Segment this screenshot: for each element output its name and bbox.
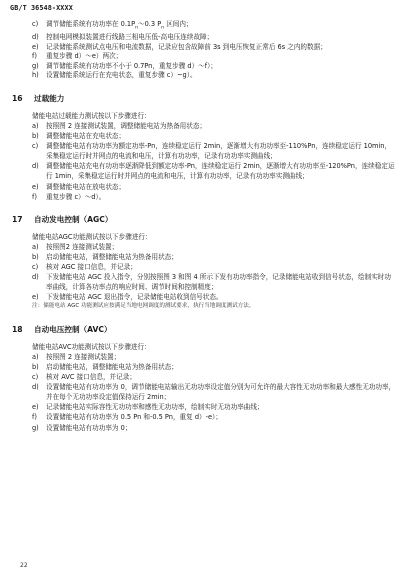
list-item-text: 调节储能系统有功功率在 $0.1P_n\sim 0.3$ $P_n$ 区间内； bbox=[46, 20, 193, 31]
list-item bbox=[0, 372, 409, 382]
list-item-text: 启动储能电站，调整储能电站为热备用状态； bbox=[46, 252, 178, 261]
list-item-text: 记录储能系统测试点电压和电流数据，记录应包含故障前 3s 到电压恢复正常后 6s 之内的数据； bbox=[46, 42, 327, 51]
list-item-text: 设置储能电站有功功率为 0.5 Pn 和-0.5 Pn，重复 d）-e）； bbox=[46, 413, 222, 422]
list-item bbox=[0, 71, 409, 81]
list-item bbox=[0, 20, 409, 33]
list-item-label: c) bbox=[32, 263, 39, 271]
list-item-text: 调整储能电站在充电状态； bbox=[46, 132, 126, 141]
list-item-text: 设置储能系统运行在充电状态，重复步骤 c）~g）。 bbox=[46, 71, 197, 80]
list-item-text: 按照图 2 连接测试装置； bbox=[46, 352, 121, 361]
list-item bbox=[0, 33, 409, 43]
list-item bbox=[0, 423, 409, 433]
list-item bbox=[0, 362, 409, 372]
list-item bbox=[0, 161, 409, 181]
section-note: 注：储能电站 AGC 功能测试应按满足当地电网调度的测试要求，执行当地调度测试方法。 bbox=[32, 303, 255, 310]
section-title: 过载能力 bbox=[34, 93, 65, 103]
page-number: 22 bbox=[20, 562, 28, 569]
list-item bbox=[0, 292, 409, 302]
list-item-text: 核对 AGC 接口信息，并记录； bbox=[46, 263, 137, 271]
list-item bbox=[0, 382, 409, 402]
list-item-label: b) bbox=[32, 362, 39, 371]
section-heading-17 bbox=[12, 214, 409, 225]
list-item-text: 下发储能电站 AGC 投入指令，分别按照图 3 和图 4 所示下发有功功率指令，记录储能电站收到信号状态，绘制实时功率曲线，计算各功率点的响应时间、调节时间和控制精度； bbox=[46, 273, 391, 292]
list-item-label: g) bbox=[32, 423, 39, 432]
list-item-label: d) bbox=[32, 162, 39, 171]
list-item-text: 启动储能电站，调整储能电站为热备用状态； bbox=[46, 362, 178, 371]
section-intro: 储能电站AGC功能测试按以下步骤进行： bbox=[32, 232, 152, 241]
section-heading-18 bbox=[12, 324, 409, 335]
list-item bbox=[0, 272, 409, 292]
list-item-label: c) bbox=[32, 20, 39, 28]
list-item-text: 记录储能电站实际容性无功功率和感性无功功率，绘制实时无功功率曲线； bbox=[46, 403, 264, 412]
list-item-label: d) bbox=[32, 273, 39, 282]
list-item-label: h) bbox=[32, 71, 39, 80]
section-number: 16 bbox=[12, 93, 23, 103]
list-item bbox=[0, 43, 409, 53]
list-item-label: c) bbox=[32, 373, 39, 382]
list-item-text: 调整储能电站在放电状态； bbox=[46, 182, 126, 191]
list-item bbox=[0, 62, 409, 72]
list-item-label: a) bbox=[32, 242, 39, 251]
section-number: 18 bbox=[12, 324, 23, 334]
list-item-label: e) bbox=[32, 42, 39, 51]
list-item-label: e) bbox=[32, 293, 39, 302]
list-item bbox=[0, 52, 409, 62]
list-item-text: 按照图2 连接测试装置； bbox=[46, 242, 119, 251]
list-item-text: 按照图 2 连接测试装置，调整储能电站为热备用状态； bbox=[46, 121, 207, 130]
list-item-text: 核对 AVC 接口信息，并记录； bbox=[46, 373, 136, 382]
list-item-label: d) bbox=[32, 32, 39, 41]
list-item-label: c) bbox=[32, 142, 39, 151]
list-item-label: a) bbox=[32, 121, 39, 130]
list-item-text: 控制电网模拟装置进行线路三相电压低-高电压连续故障； bbox=[46, 32, 214, 41]
standard-number-header: GB/T 36548-XXXX bbox=[10, 4, 73, 12]
list-item-label: d) bbox=[32, 383, 39, 392]
section-intro: 储能电站AVC功能测试按以下步骤进行： bbox=[32, 342, 151, 351]
list-item-text: 调整储能电站有功功率为额定功率-Pn，连续稳定运行 2min，逐渐增大有功功率至-110%Pn，连续稳定运行 10min，采集稳定运行时并网点的电流和电压，计算有功功率，记录有功功率实测曲线； bbox=[46, 142, 392, 161]
list-item-text: 调节储能系统有功功率不小于 0.7Pn，重复步骤 d）～f）； bbox=[46, 61, 217, 70]
list-item bbox=[0, 252, 409, 262]
section-title: 自动发电控制（AGC） bbox=[34, 214, 113, 224]
list-item-label: f) bbox=[32, 413, 37, 422]
list-item-label: b) bbox=[32, 132, 39, 141]
list-item bbox=[0, 262, 409, 272]
list-item-text: 重复步骤 c）～d）。 bbox=[46, 192, 106, 201]
list-item-label: a) bbox=[32, 352, 39, 361]
list-item-text: 重复步骤 d）～e）两次； bbox=[46, 52, 123, 61]
list-item-label: e) bbox=[32, 403, 39, 412]
list-item-label: g) bbox=[32, 61, 39, 70]
list-item bbox=[0, 131, 409, 141]
list-item bbox=[0, 141, 409, 161]
list-item-label: f) bbox=[32, 52, 37, 61]
list-item bbox=[0, 412, 409, 422]
section-intro: 储能电站过载能力测试按以下步骤进行： bbox=[32, 111, 151, 120]
list-item bbox=[0, 182, 409, 192]
list-item bbox=[0, 192, 409, 202]
list-item-text: 设置储能电站有功功率为 0； bbox=[46, 423, 132, 432]
section-title: 自动电压控制（AVC） bbox=[34, 324, 112, 334]
list-item-text: 设置储能电站有功功率为 0，调节储能电站输出无功功率设定值分别为可允许的最大容性无功功率和最大感性无功功率，并在每个无功功率设定值保持运行 2min； bbox=[46, 383, 396, 402]
list-item bbox=[0, 402, 409, 412]
list-item bbox=[0, 242, 409, 252]
list-item-label: b) bbox=[32, 252, 39, 261]
section-heading-16 bbox=[12, 93, 409, 104]
section-number: 17 bbox=[12, 214, 23, 224]
page-content bbox=[0, 20, 409, 433]
list-item-label: e) bbox=[32, 182, 39, 191]
list-item bbox=[0, 121, 409, 131]
list-item-label: f) bbox=[32, 192, 37, 201]
list-item-text: 调整储能电站充电有功功率逐渐降低到额定功率-Pn，连续稳定运行 2min，逐渐增大有功功率至-120%Pn，连续稳定运行 1min，采集稳定运行时并网点的电流和电压，计算有功功率，记录有功功率实测曲线； bbox=[46, 162, 395, 181]
list-item-text: 下发储能电站 AGC 退出指令，记录储能电站收到信号状态。 bbox=[46, 293, 223, 302]
list-item bbox=[0, 352, 409, 362]
